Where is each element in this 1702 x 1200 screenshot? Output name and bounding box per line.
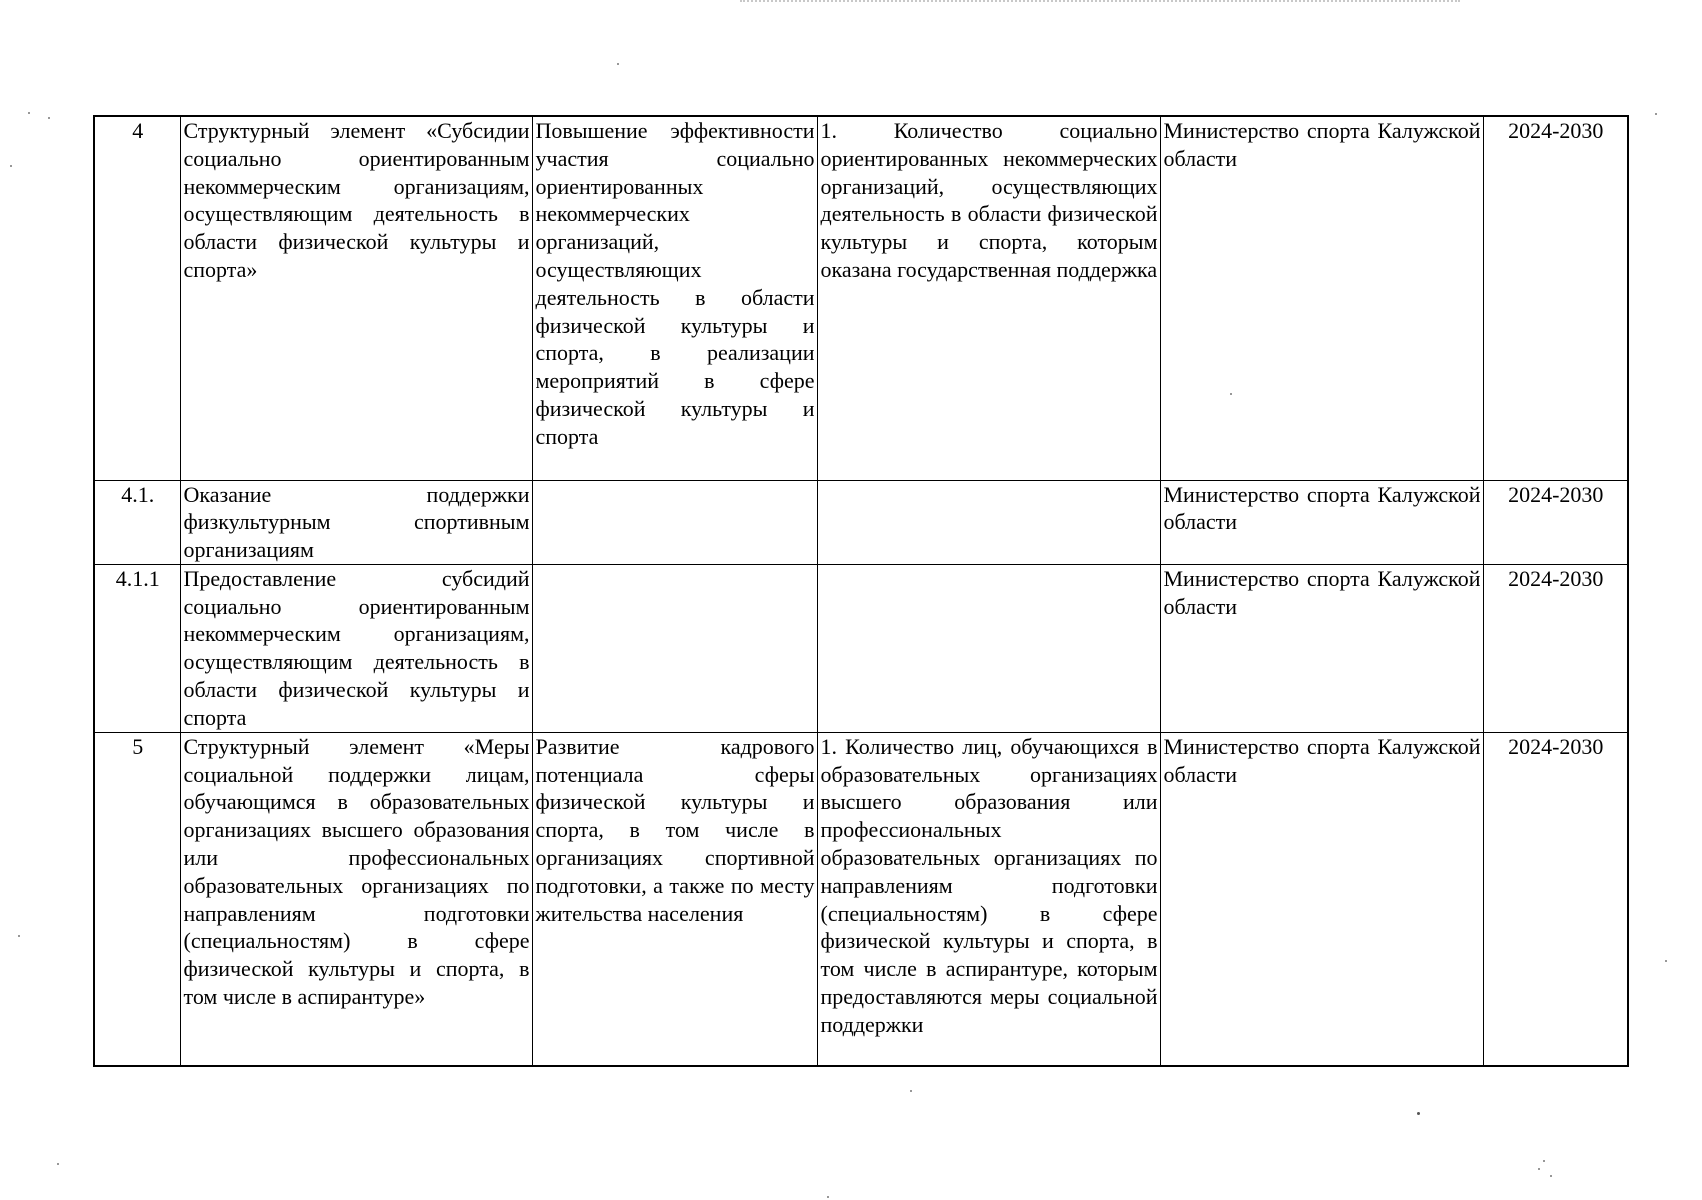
indicator-text: 1. Количество лиц, обучающихся в образовательных организациях высшего образования или профессиональных образовательных организациях по направлениям подготовки (специальностям) в сфере физической культуры и спорта, в том числе в аспирантуре, которым предоставляются меры социальной поддержки: [820, 733, 1158, 1037]
scan-speck: [1543, 1160, 1545, 1162]
scan-artifact-line: [740, 0, 1460, 6]
scan-speck: [1538, 1168, 1540, 1170]
row-number: 5: [94, 732, 180, 1066]
scan-speck: [57, 1163, 59, 1165]
structural-element-cell: [180, 732, 532, 1066]
structural-element-cell: [180, 116, 532, 480]
indicator-cell: [817, 732, 1160, 1066]
task-text: Повышение эффективности участия социально ориентированных некоммерческих организаций, осуществляющих деятельность в области физической культуры и спорта, в реализации мероприятий в сфере физической культуры и спорта: [535, 118, 815, 449]
years-cell: 2024-2030: [1483, 564, 1628, 732]
structural-element-cell: [180, 480, 532, 564]
structural-element-cell: [180, 564, 532, 732]
row-number: 4.1.: [94, 480, 180, 564]
table-row: [94, 116, 1628, 480]
responsible-text: Министерство спорта Калужской области: [1163, 118, 1481, 171]
responsible-cell: [1160, 564, 1483, 732]
row-number: 4: [94, 116, 180, 480]
scan-speck: [1665, 960, 1667, 962]
structural-element-text: Структурный элемент «Меры социальной поддержки лицам, обучающимся в образовательных организациях высшего образования или профессиональных образовательных организациях по направлениям подготовки (специальностям) в сфере физической культуры и спорта, в том числе в аспирантуре»: [183, 733, 530, 1010]
responsible-cell: [1160, 480, 1483, 564]
responsible-text: Министерство спорта Калужской области: [1163, 733, 1481, 787]
row-number: 4.1.1: [94, 564, 180, 732]
responsible-cell: [1160, 116, 1483, 480]
task-cell: [532, 116, 817, 480]
responsible-text: Министерство спорта Калужской области: [1163, 481, 1481, 535]
indicator-cell: [817, 116, 1160, 480]
table-row: [94, 480, 1628, 564]
scan-speck: [827, 1196, 829, 1198]
indicator-cell: [817, 480, 1160, 564]
years-cell: 2024-2030: [1483, 480, 1628, 564]
structural-element-text: Структурный элемент «Субсидии социально ориентированным некоммерческим организациям, осуществляющим деятельность в области физической культуры и спорта»: [183, 118, 530, 282]
table-row: [94, 732, 1628, 1066]
scan-speck: [910, 1090, 912, 1092]
scan-speck: [617, 63, 619, 65]
program-structure-table: [93, 115, 1629, 1067]
task-text: Развитие кадрового потенциала сферы физической культуры и спорта, в том числе в организациях спортивной подготовки, а также по месту жительства населения: [535, 733, 815, 926]
scan-speck: [18, 935, 20, 937]
scan-speck: [10, 165, 12, 167]
task-cell: [532, 732, 817, 1066]
responsible-cell: [1160, 732, 1483, 1066]
table-row: [94, 564, 1628, 732]
task-cell: [532, 480, 817, 564]
structural-element-text: Оказание поддержки физкультурным спортивным организациям: [183, 481, 530, 563]
scan-speck: [1655, 113, 1657, 115]
task-cell: [532, 564, 817, 732]
responsible-text: Министерство спорта Калужской области: [1163, 565, 1481, 619]
scan-speck: [28, 112, 30, 114]
scan-speck: [48, 117, 50, 119]
indicator-cell: [817, 564, 1160, 732]
years-cell: 2024-2030: [1483, 732, 1628, 1066]
indicator-text: 1. Количество социально ориентированных некоммерческих организаций, осуществляющих деятельность в области физической культуры и спорта, которым оказана государственная поддержка: [820, 118, 1158, 282]
structural-element-text: Предоставление субсидий социально ориентированным некоммерческим организациям, осуществляющим деятельность в области физической культуры и спорта: [183, 565, 530, 730]
years-cell: 2024-2030: [1483, 116, 1628, 480]
scan-speck: [1550, 1175, 1552, 1177]
scan-speck: [1417, 1112, 1420, 1115]
